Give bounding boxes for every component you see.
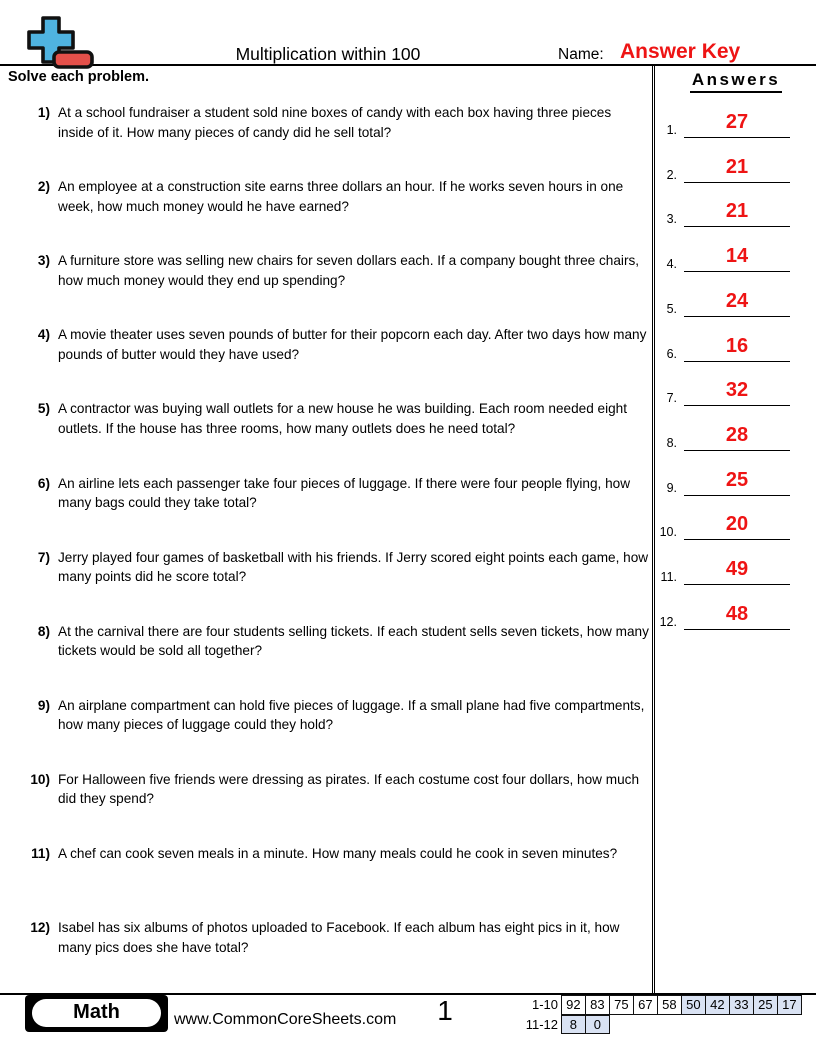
problem-9 — [0, 696, 650, 735]
problem-11 — [0, 844, 650, 864]
answer-blank-line — [684, 510, 790, 540]
answer-3 — [655, 197, 816, 227]
answer-blank-line — [684, 421, 790, 451]
answer-10 — [655, 510, 816, 540]
answer-blank-line — [684, 242, 790, 272]
problem-3 — [0, 251, 650, 290]
problem-text: At the carnival there are four students selling tickets. If each student sells seven tickets, how many tickets would be sold all together? — [58, 623, 649, 659]
answer-number: 10. — [659, 525, 677, 540]
answer-blank-line — [684, 466, 790, 496]
answers-title: Answers — [690, 70, 782, 93]
score-cell: 75 — [609, 995, 634, 1015]
answer-blank-line — [684, 108, 790, 138]
answer-value: 32 — [725, 379, 749, 402]
answer-key-text: Answer Key — [620, 40, 741, 63]
answer-blank-line — [684, 332, 790, 362]
answer-5 — [655, 287, 816, 317]
answer-number: 6. — [666, 346, 677, 361]
problem-text: Jerry played four games of basketball with his friends. If Jerry scored eight points each game, how many points did he score total? — [58, 549, 649, 585]
answer-number: 4. — [666, 257, 677, 272]
problem-10 — [0, 770, 650, 809]
answer-12 — [655, 600, 816, 630]
plus-minus-icon — [18, 12, 96, 72]
problem-number: 12) — [30, 920, 50, 936]
answer-value: 20 — [725, 513, 749, 536]
score-cell: 67 — [633, 995, 658, 1015]
problem-number: 9) — [37, 697, 50, 713]
brand-pill — [32, 999, 161, 1027]
answer-number: 1. — [666, 123, 677, 137]
problem-text: For Halloween five friends were dressing as pirates. If each costume cost four dollars, how much did they spend? — [58, 771, 640, 807]
score-cell: 0 — [585, 1015, 610, 1035]
score-cell: 83 — [585, 995, 610, 1015]
problem-text: An airline lets each passenger take four pieces of luggage. If there were four people flying, how many bags could they take total? — [58, 475, 631, 510]
score-cell: 33 — [729, 995, 754, 1015]
problem-text: A chef can cook seven meals in a minute. How many meals could he cook in seven minutes? — [58, 846, 618, 861]
answer-number: 9. — [666, 480, 677, 495]
answer-value: 24 — [725, 289, 749, 312]
website-link: www.CommonCoreSheets.com — [174, 1011, 397, 1028]
answer-value: 27 — [725, 111, 749, 133]
problem-6 — [0, 474, 650, 513]
header-rule — [0, 64, 816, 66]
answer-blank-line — [684, 287, 790, 317]
name-label: Name: — [558, 46, 604, 63]
answer-value: 48 — [725, 602, 749, 625]
answer-value: 16 — [725, 334, 749, 357]
answer-blank-line — [684, 197, 790, 227]
problem-text: Isabel has six albums of photos uploaded to Facebook. If each album has eight pics in it, how many pics does she have total? — [58, 920, 620, 955]
answer-number: 7. — [666, 391, 677, 406]
minus-shape — [54, 52, 92, 67]
answer-value: 14 — [725, 245, 749, 268]
answer-number: 3. — [666, 212, 677, 227]
problem-text: A contractor was buying wall outlets for a new house he was building. Each room needed eight outlets. If the house has three rooms, how many outlets does he need total? — [58, 401, 628, 436]
page-title: Multiplication within 100 — [235, 44, 421, 64]
instructions-text: Solve each problem. — [8, 69, 150, 85]
answer-1 — [655, 108, 816, 138]
answer-value: 21 — [725, 200, 749, 223]
score-table — [498, 995, 802, 1034]
score-cell: 8 — [561, 1015, 586, 1035]
answer-blank-line — [684, 153, 790, 183]
answer-2 — [655, 153, 816, 183]
problem-2 — [0, 177, 650, 216]
problem-text: An employee at a construction site earns three dollars an hour. If he works seven hours in one week, how much money would he have earned? — [58, 179, 624, 214]
answer-4 — [655, 242, 816, 272]
problem-8 — [0, 622, 650, 661]
problem-text: An airplane compartment can hold five pieces of luggage. If a small plane had five compartments, how many pieces of luggage could they hold? — [58, 697, 645, 733]
problem-12 — [0, 918, 650, 957]
page-number: 1 — [437, 995, 453, 1026]
problem-number: 11) — [31, 846, 50, 861]
score-cell: 50 — [681, 995, 706, 1015]
score-cell: 58 — [657, 995, 682, 1015]
problem-number: 10) — [30, 771, 50, 787]
problem-1 — [0, 103, 650, 142]
score-row-label: 11-12 — [525, 1016, 558, 1032]
answer-value: 25 — [725, 468, 749, 491]
answer-number: 12. — [659, 614, 677, 629]
score-cell: 17 — [777, 995, 802, 1015]
score-row-label: 1-10 — [531, 997, 558, 1012]
answers-list — [655, 0, 816, 1056]
answer-11 — [655, 555, 816, 585]
answer-number: 8. — [666, 435, 677, 450]
answer-value: 28 — [725, 423, 749, 446]
answer-6 — [655, 332, 816, 362]
problem-number: 8) — [37, 623, 50, 639]
problem-number: 1) — [37, 105, 50, 120]
score-cell: 25 — [753, 995, 778, 1015]
problem-text: At a school fundraiser a student sold nine boxes of candy with each box having three pieces inside of it. How many pieces of candy did he sell total? — [58, 105, 612, 140]
problem-number: 4) — [37, 327, 50, 343]
problem-number: 2) — [37, 179, 50, 195]
brand-badge — [25, 995, 168, 1032]
score-cell: 42 — [705, 995, 730, 1015]
answer-9 — [655, 466, 816, 496]
answer-value: 49 — [725, 558, 749, 580]
answer-number: 11. — [660, 570, 677, 584]
score-row-1 — [498, 995, 802, 1015]
answer-8 — [655, 421, 816, 451]
problem-7 — [0, 548, 650, 587]
score-row-2 — [498, 1015, 802, 1035]
problem-text: A movie theater uses seven pounds of butter for their popcorn each day. After two days how many pounds of butter would they have used? — [58, 327, 647, 362]
answer-value: 21 — [725, 155, 749, 178]
answer-number: 5. — [666, 301, 677, 316]
problem-number: 7) — [37, 549, 50, 565]
problem-number: 5) — [37, 401, 50, 417]
answer-blank-line — [684, 376, 790, 406]
answer-7 — [655, 376, 816, 406]
problem-number: 6) — [37, 475, 50, 491]
problem-4 — [0, 325, 650, 364]
score-cell: 92 — [561, 995, 586, 1015]
problem-5 — [0, 399, 650, 438]
answer-number: 2. — [666, 167, 677, 182]
brand-label: Math — [73, 1001, 120, 1023]
answer-blank-line — [684, 600, 790, 630]
problem-text: A furniture store was selling new chairs for seven dollars each. If a company bought three chairs, how much money would they end up spending? — [58, 253, 640, 288]
problem-number: 3) — [37, 253, 50, 269]
answer-blank-line — [684, 555, 790, 585]
